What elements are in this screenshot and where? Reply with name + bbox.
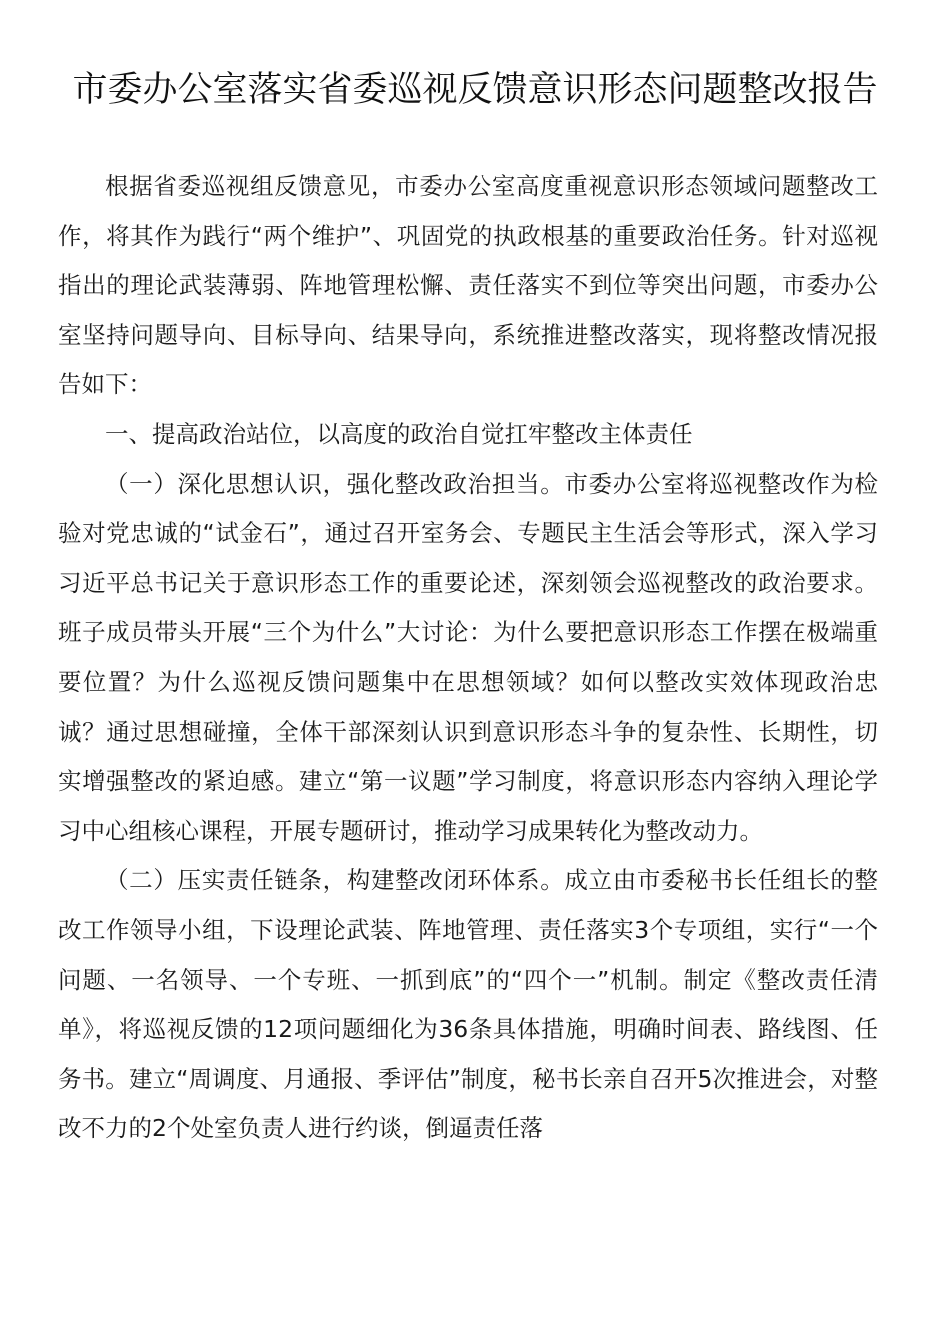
document-body [58, 162, 878, 1154]
subsection-paragraph-2: （二）压实责任链条，构建整改闭环体系。成立由市委秘书长任组长的整改工作领导小组，下设理论武装、阵地管理、责任落实3个专项组，实行“一个问题、一名领导、一个专班、一抓到底”的“四个一”机制。制定《整改责任清单》，将巡视反馈的12项问题细化为36条具体措施，明确时间表、路线图、任务书。建立“周调度、月通报、季评估”制度，秘书长亲自召开5次推进会，对整改不力的2个处室负责人进行约谈，倒逼责任落 [58, 866, 878, 1143]
intro-paragraph: 根据省委巡视组反馈意见，市委办公室高度重视意识形态领域问题整改工作，将其作为践行“两个维护”、巩固党的执政根基的重要政治任务。针对巡视指出的理论武装薄弱、阵地管理松懈、责任落实不到位等突出问题，市委办公室坚持问题导向、目标导向、结果导向，系统推进整改落实，现将整改情况报告如下： [58, 172, 878, 399]
document-title: 市委办公室落实省委巡视反馈意识形态问题整改报告 [72, 70, 878, 110]
section-heading-1: 一、提高政治站位，以高度的政治自觉扛牢整改主体责任 [105, 419, 693, 448]
subsection-paragraph-1: （一）深化思想认识，强化整改政治担当。市委办公室将巡视整改作为检验对党忠诚的“试金石”，通过召开室务会、专题民主生活会等形式，深入学习习近平总书记关于意识形态工作的重要论述，深刻领会巡视整改的政治要求。班子成员带头开展“三个为什么”大讨论：为什么要把意识形态工作摆在极端重要位置？为什么巡视反馈问题集中在思想领域？如何以整改实效体现政治忠诚？通过思想碰撞，全体干部深刻认识到意识形态斗争的复杂性、长期性，切实增强整改的紧迫感。建立“第一议题”学习制度，将意识形态内容纳入理论学习中心组核心课程，开展专题研讨，推动学习成果转化为整改动力。 [58, 469, 878, 845]
